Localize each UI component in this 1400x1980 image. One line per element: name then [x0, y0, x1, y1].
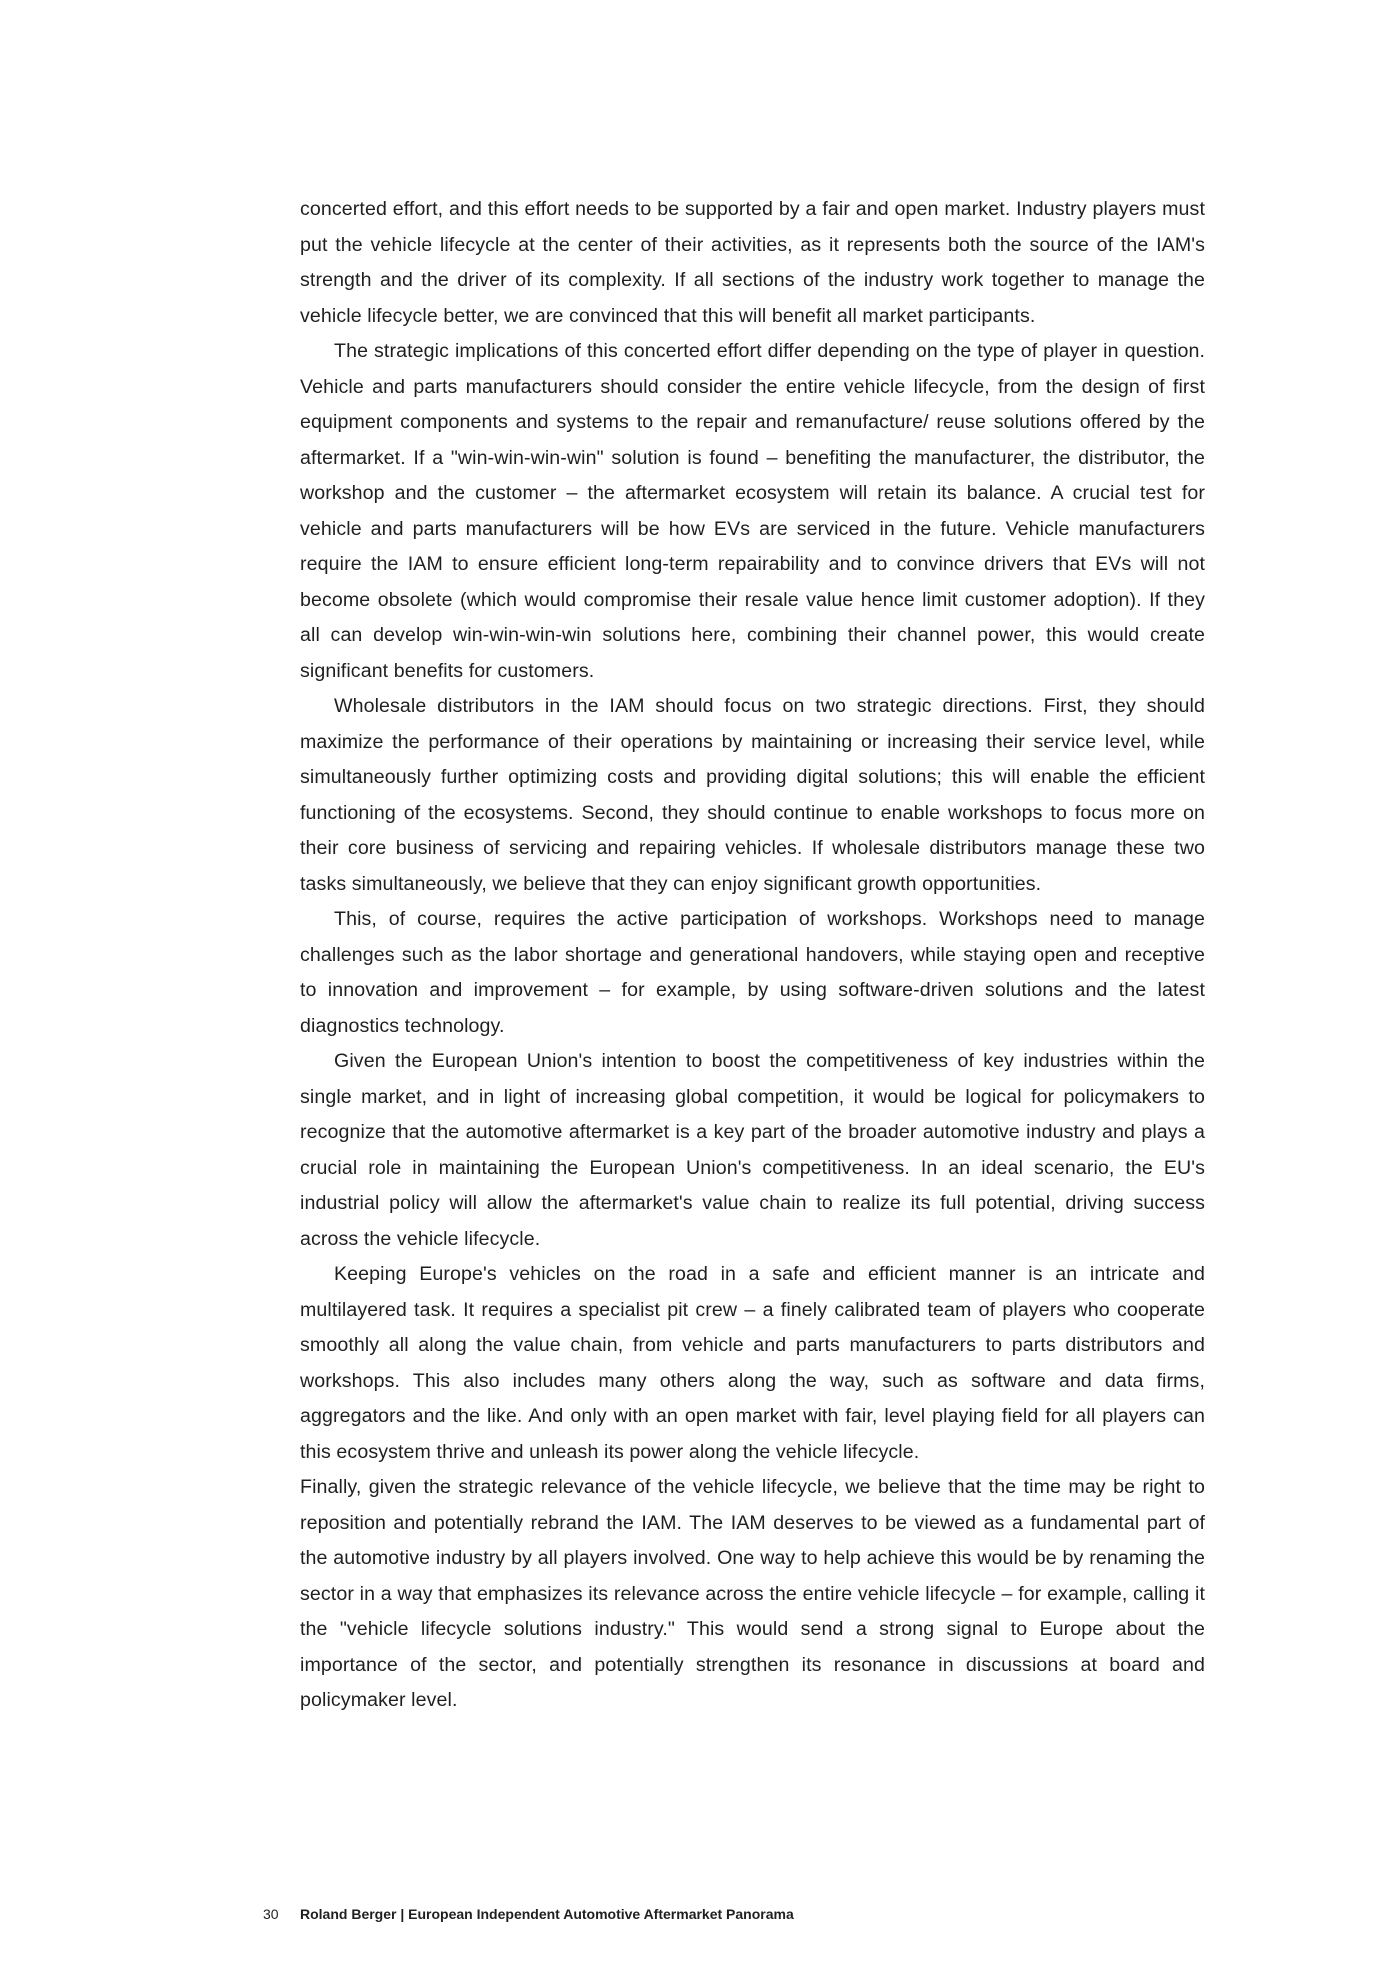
page-footer: [263, 1905, 794, 1923]
paragraph-strategic-implications: The strategic implications of this concerted effort differ depending on the type of player in question. Vehicle and parts manufacturers should consider the entire vehicle lifecycle, from the design of first equipment components and systems to the repair and remanufacture/ reuse solutions offered by the aftermarket. If a "win-win-win-win" solution is found – benefiting the manufacturer, the distributor, the workshop and the customer – the aftermarket ecosystem will retain its balance. A crucial test for vehicle and parts manufacturers will be how EVs are serviced in the future. Vehicle manufacturers require the IAM to ensure efficient long-term repairability and to convince drivers that EVs will not become obsolete (which would compromise their resale value hence limit customer adoption). If they all can develop win-win-win-win solutions here, combining their channel power, this would create significant benefits for customers.: [300, 340, 1205, 682]
paragraph-pit-crew: Keeping Europe's vehicles on the road in a safe and efficient manner is an intricate and multilayered task. It requires a specialist pit crew – a finely calibrated team of players who cooperate smoothly all along the value chain, from vehicle and parts manufacturers to parts distributors and workshops. This also includes many others along the way, such as software and data firms, aggregators and the like. And only with an open market with fair, level playing field for all players can this ecosystem thrive and unleash its power along the vehicle lifecycle.: [300, 1263, 1205, 1463]
page-number: 30: [263, 1906, 279, 1922]
body-text: [300, 192, 1205, 1719]
paragraph-continuation: concerted effort, and this effort needs to be supported by a fair and open market. Industry players must put the vehicle lifecycle at the center of their activities, as it represents both the source of the IAM's strength and the driver of its complexity. If all sections of the industry work together to manage the vehicle lifecycle better, we are convinced that this will benefit all market participants.: [300, 198, 1205, 327]
paragraph-rebrand: Finally, given the strategic relevance of the vehicle lifecycle, we believe that the time may be right to reposition and potentially rebrand the IAM. The IAM deserves to be viewed as a fundamental part of the automotive industry by all players involved. One way to help achieve this would be by renaming the sector in a way that emphasizes its relevance across the entire vehicle lifecycle – for example, calling it the "vehicle lifecycle solutions industry." This would send a strong signal to Europe about the importance of the sector, and potentially strengthen its resonance in discussions at board and policymaker level.: [300, 1476, 1205, 1711]
paragraph-wholesale-distributors: Wholesale distributors in the IAM should focus on two strategic directions. First, they should maximize the performance of their operations by maintaining or increasing their service level, while simultaneously further optimizing costs and providing digital solutions; this will enable the efficient functioning of the ecosystems. Second, they should continue to enable workshops to focus more on their core business of servicing and repairing vehicles. If wholesale distributors manage these two tasks simultaneously, we believe that they can enjoy significant growth opportunities.: [300, 695, 1205, 895]
paragraph-european-union: Given the European Union's intention to boost the competitiveness of key industries within the single market, and in light of increasing global competition, it would be logical for policymakers to recognize that the automotive aftermarket is a key part of the broader automotive industry and plays a crucial role in maintaining the European Union's competitiveness. In an ideal scenario, the EU's industrial policy will allow the aftermarket's value chain to realize its full potential, driving success across the vehicle lifecycle.: [300, 1050, 1205, 1250]
footer-source: Roland Berger | European Independent Automotive Aftermarket Panorama: [300, 1906, 794, 1922]
paragraph-workshops: This, of course, requires the active participation of workshops. Workshops need to manage challenges such as the labor shortage and generational handovers, while staying open and receptive to innovation and improvement – for example, by using software-driven solutions and the latest diagnostics technology.: [300, 908, 1205, 1037]
